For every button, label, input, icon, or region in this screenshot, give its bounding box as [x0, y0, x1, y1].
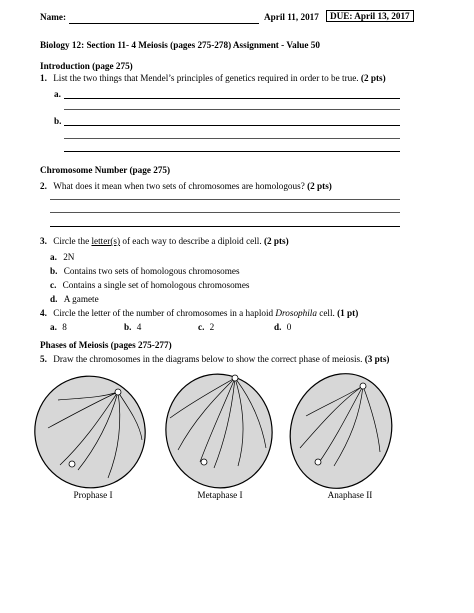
q3-text-pre: Circle the [53, 236, 92, 246]
q3-text-post: of each way to describe a diploid cell. [120, 236, 262, 246]
q1-a-label: a. [54, 89, 61, 99]
option-letter: d. [50, 294, 58, 304]
q2-number: 2. [40, 181, 47, 191]
q2-points: (2 pts) [307, 181, 332, 191]
option-text: 2N [63, 252, 75, 262]
centriole-icon [115, 389, 121, 395]
option-text: 2 [209, 322, 215, 332]
option-letter: b. [50, 266, 58, 276]
q1-text: List the two things that Mendel’s principles of genetics required in order to be true. [53, 73, 359, 83]
q4-text-post: cell. [316, 308, 335, 318]
phases-heading: Phases of Meiosis (pages 275-277) [40, 340, 172, 350]
caption-metaphase: Metaphase I [197, 490, 243, 500]
caption-anaphase: Anaphase II [327, 490, 373, 500]
metaphase-cell-diagram[interactable] [157, 366, 281, 497]
q1-number: 1. [40, 73, 47, 83]
option-text: 8 [62, 322, 67, 332]
q4-points: (1 pt) [337, 308, 359, 318]
option-letter: d. [274, 322, 282, 332]
option-letter: a. [50, 252, 57, 262]
q4-text-pre: Circle the letter of the number of chromosomes in a haploid [53, 308, 276, 318]
option-text: A gamete [63, 294, 99, 304]
q5-number: 5. [40, 354, 47, 364]
option-text: 4 [136, 322, 142, 332]
centriole-icon [232, 375, 238, 381]
q3-number: 3. [40, 236, 47, 246]
option-letter: b. [124, 322, 132, 332]
centriole-icon [69, 461, 75, 467]
centriole-icon [360, 383, 366, 389]
q1-b-label: b. [54, 116, 62, 126]
assignment-date: April 11, 2017 [264, 12, 319, 22]
q5-text: Draw the chromosomes in the diagrams below to show the correct phase of meiosis. [53, 354, 363, 364]
anaphase-cell-diagram[interactable] [276, 360, 407, 501]
centriole-icon [315, 459, 321, 465]
name-label: Name: [40, 12, 67, 22]
q1-points: (2 pts) [360, 73, 386, 83]
q4-text-italic: Drosophila [275, 308, 317, 318]
option-text: 0 [286, 322, 292, 332]
chromosome-heading: Chromosome Number (page 275) [40, 165, 171, 175]
caption-prophase: Prophase I [73, 490, 113, 500]
option-letter: c. [50, 280, 57, 290]
due-date-box: DUE: April 13, 2017 [326, 10, 414, 22]
intro-heading: Introduction (page 275) [40, 61, 133, 71]
option-text: Contains two sets of homologous chromosomes [63, 266, 240, 276]
q4-number: 4. [40, 308, 47, 318]
option-letter: c. [198, 322, 205, 332]
q3-points: (2 pts) [263, 236, 289, 246]
centriole-icon [201, 459, 207, 465]
option-letter: a. [50, 322, 57, 332]
assignment-title: Biology 12: Section 11- 4 Meiosis (pages 275-278) Assignment - Value 50 [40, 40, 320, 50]
q2-text: What does it mean when two sets of chromosomes are homologous? [53, 181, 305, 191]
q5-points: (3 pts) [364, 354, 390, 364]
q3-text-underlined: letter(s) [91, 236, 121, 246]
option-text: Contains a single set of homologous chromosomes [62, 280, 250, 290]
